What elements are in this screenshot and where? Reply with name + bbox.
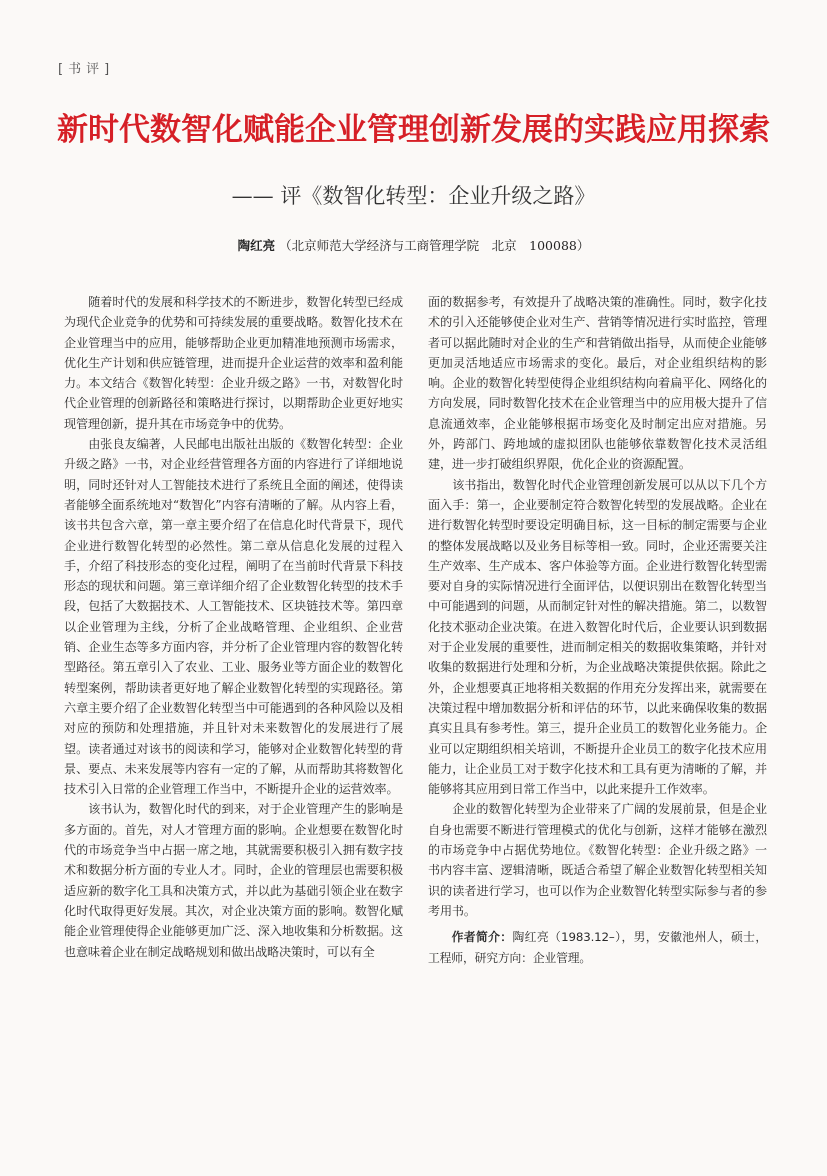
- paragraph: 面的数据参考，有效提升了战略决策的准确性。同时，数字化技术的引入还能够使企业对生产、营销等情况进行实时监控，管理者可以据此随时对企业的生产和营销做出指导，从而使企业能够更加灵活地适应市场需求的变化。最后，对企业组织结构的影响。企业的数智化转型使得企业组织结构向着扁平化、网络化的方向发展，同时数智化技术在企业管理当中的应用极大提升了信息流通效率，企业能够根据市场变化及时制定出应对措施。另外，跨部门、跨地域的虚拟团队也能够依靠数智化技术灵活组建，进一步打破组织界限，优化企业的资源配置。: [428, 295, 767, 472]
- author-bio-text: 陶红亮（1983.12–），男，安徽池州人，硕士，工程师，研究方向：企业管理。: [428, 930, 767, 965]
- author-bio-label: 作者简介：: [451, 930, 513, 945]
- author-bio: [428, 927, 767, 968]
- author-affiliation: （北京师范大学经济与工商管理学院 北京 100088）: [279, 238, 590, 253]
- paragraph: 该书指出，数智化时代企业管理创新发展可以从以下几个方面入手：第一，企业要制定符合数智化转型的发展战略。企业在进行数智化转型时要设定明确目标，这一目标的制定需要与企业的整体发展战略以及业务目标等相一致。同时，企业还需要关注生产效率、生产成本、客户体验等方面。企业进行数智化转型需要对自身的实际情况进行全面评估，以便识别出在数智化转型当中可能遇到的问题，从而制定针对性的解决措施。第二，以数智化技术驱动企业决策。在进入数智化时代后，企业要认识到数据对于企业发展的重要性，进而制定相关的数据收集策略，并针对收集的数据进行处理和分析，为企业战略决策提供依据。除此之外，企业想要真正地将相关数据的作用充分发挥出来，就需要在决策过程中增加数据分析和评估的环节，以此来确保收集的数据真实且具有参考性。第三，提升企业员工的数智化业务能力。企业可以定期组织相关培训，不断提升企业员工的数字化技术应用能力，让企业员工对于数字化技术和工具有更为清晰的了解，并能够将其应用到日常工作当中，以此来提升工作效率。: [428, 477, 767, 797]
- body-column-right: [428, 292, 767, 968]
- section-tag: [书评]: [58, 62, 115, 77]
- author-name: 陶红亮: [237, 238, 276, 253]
- paragraph: 随着时代的发展和科学技术的不断进步，数智化转型已经成为现代企业竞争的优势和可持续发展的重要战略。数智化技术在企业管理当中的应用，能够帮助企业更加精准地预测市场需求，优化生产计划和供应链管理，进而提升企业运营的效率和盈利能力。本文结合《数智化转型：企业升级之路》一书，对数智化时代企业管理的创新路径和策略进行探讨，以期帮助企业更好地实现管理创新，提升其在市场竞争中的优势。: [64, 295, 403, 431]
- article-subtitle: —— 评《数智化转型：企业升级之路》: [231, 184, 596, 208]
- paragraph: 该书认为，数智化时代的到来，对于企业管理产生的影响是多方面的。首先，对人才管理方面的影响。企业想要在数智化时代的市场竞争当中占据一席之地，其就需要积极引入拥有数字技术和数据分析方面的专业人才。同时，企业的管理层也需要积极适应新的数字化工具和决策方式，并以此为基础引领企业在数字化时代取得更好发展。其次，对企业决策方面的影响。数智化赋能企业管理使得企业能够更加广泛、深入地收集和分析数据。这也意味着企业在制定战略规划和做出战略决策时，可以有全: [64, 802, 403, 959]
- paragraph: 由张良友编著，人民邮电出版社出版的《数智化转型：企业升级之路》一书，对企业经营管理各方面的内容进行了详细地说明，同时还针对人工智能技术进行了系统且全面的阐述，使得读者能够全面系统地对“数智化”内容有清晰的了解。从内容上看，该书共包含六章，第一章主要介绍了在信息化时代背景下，现代企业进行数智化转型的必然性。第二章从信息化发展的过程入手，介绍了科技形态的变化过程，阐明了在当前时代背景下科技形态的现状和问题。第三章详细介绍了企业数智化转型的技术手段，包括了大数据技术、人工智能技术、区块链技术等。第四章以企业管理为主线，分析了企业战略管理、企业组织、企业营销、企业生态等多方面内容，并分析了企业管理内容的数智化转型路径。第五章引入了农业、工业、服务业等方面企业的数智化转型案例，帮助读者更好地了解企业数智化转型的实现路径。第六章主要介绍了企业数智化转型当中可能遇到的各种风险以及相对应的预防和处理措施，并且针对未来数智化的发展进行了展望。读者通过对该书的阅读和学习，能够对企业数智化转型的背景、要点、未来发展等内容有一定的了解，从而帮助其将数智化技术引入日常的企业管理工作当中，不断提升企业的运营效率。: [64, 437, 403, 797]
- article-title: 新时代数智化赋能企业管理创新发展的实践应用探索: [57, 112, 770, 148]
- paragraph: 企业的数智化转型为企业带来了广阔的发展前景，但是企业自身也需要不断进行管理模式的优化与创新，这样才能够在激烈的市场竞争中占据优势地位。《数智化转型：企业升级之路》一书内容丰富、逻辑清晰，既适合希望了解企业数智化转型相关知识的读者进行学习，也可以作为企业数智化转型实际参与者的参考用书。: [428, 802, 767, 918]
- body-column-left: [64, 292, 403, 962]
- author-byline: [0, 236, 827, 254]
